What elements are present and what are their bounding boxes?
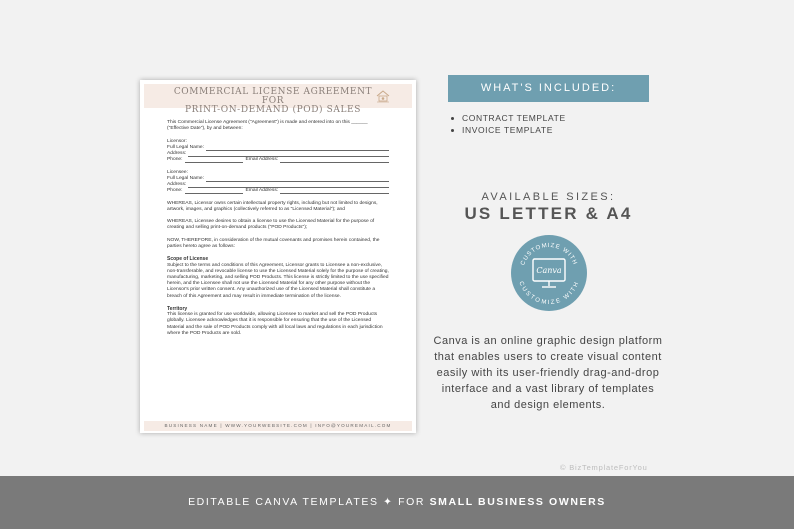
badge-text-bottom: CUSTOMIZE WITH <box>517 280 581 307</box>
whereas-paragraph-2: WHEREAS, Licensee desires to obtain a license to use the Licensed Material for the purpose of creating and selling print-on-demand products ("POD Products"); <box>167 219 375 231</box>
available-sizes-value: US LETTER & A4 <box>464 204 633 223</box>
document-footer: BUSINESS NAME | WWW.YOURWEBSITE.COM | INFO@YOUREMAIL.COM <box>144 421 412 431</box>
document-title-line-2: PRINT-ON-DEMAND (POD) SALES <box>184 105 361 115</box>
document-body <box>167 120 389 343</box>
licensee-block <box>167 170 389 195</box>
licensee-address-field <box>188 183 389 188</box>
territory-heading: Territory <box>167 305 188 312</box>
bottom-banner-left: EDITABLE CANVA TEMPLATES <box>188 496 379 508</box>
licensee-name-label: Full Legal Name: <box>167 175 204 181</box>
licensor-address-field <box>188 152 389 157</box>
canva-logo-text: Canva <box>536 266 562 275</box>
licensor-phone-label: Phone: <box>167 157 183 163</box>
licensee-email-label: Email Address: <box>245 188 279 194</box>
intro-paragraph: This Commercial License Agreement ("Agreement") is made and entered into on this ______ ("Effective Date"), by and between: <box>167 120 368 132</box>
bottom-banner-bold: SMALL BUSINESS OWNERS <box>429 496 606 508</box>
bullet-icon <box>451 117 454 120</box>
licensor-address-label: Address: <box>167 151 187 156</box>
licensee-address-label: Address: <box>167 182 187 187</box>
list-item <box>451 124 566 136</box>
badge-text-top: CUSTOMIZE WITH <box>520 242 578 267</box>
territory-paragraph: This license is granted for use worldwide, allowing Licensee to market and sell the POD Products globally. Licensee acknowledges that it is responsible for ensuring that the use of the Licensed Material and the sale of POD Products comply with all local laws and regulations in each jurisdiction where the POD Products are sold. <box>167 312 383 336</box>
licensee-name-field <box>206 177 389 182</box>
whats-included-banner: WHAT'S INCLUDED: <box>448 75 649 102</box>
bottom-banner-middle: FOR <box>398 496 426 508</box>
document-header <box>144 84 412 115</box>
licensor-email-field <box>280 158 389 163</box>
customize-with-canva-badge <box>511 235 587 311</box>
document-preview <box>140 80 416 433</box>
included-item-contract: CONTRACT TEMPLATE <box>462 113 566 123</box>
now-therefore-paragraph: NOW, THEREFORE, in consideration of the mutual covenants and promises herein contained, the parties hereto agree as follows: <box>167 237 380 249</box>
licensor-name-field <box>206 146 389 151</box>
scope-paragraph: Subject to the terms and conditions of this Agreement, Licensor grants to Licensee a non-exclusive, non-transferable, and revocable license to use the Licensed Material solely for the purpose of creating, manufacturing, marketing, and selling POD Products. This license is strictly limited to the use specified herein, and the Licensee shall not use the Licensed Material for any other purpose without the Licensor's prior written consent. Any unauthorized use of the Licensed Material shall constitute a breach of this Agreement and may result in immediate termination of the license. <box>167 262 389 299</box>
licensor-label: Licensor: <box>167 138 187 144</box>
canva-description: Canva is an online graphic design platform that enables users to create visual content easily with its user-friendly drag-and-drop interface and a vast library of templates and design elements. <box>433 335 663 411</box>
licensee-phone-label: Phone: <box>167 188 183 194</box>
sparkle-icon: ✦ <box>383 496 394 508</box>
bullet-icon <box>451 129 454 132</box>
logo-icon <box>375 89 391 103</box>
licensee-label: Licensee: <box>167 169 188 175</box>
available-sizes-caption: AVAILABLE SIZES: <box>481 191 616 203</box>
bottom-banner <box>0 476 794 529</box>
list-item <box>451 112 566 124</box>
copyright-text: © BizTemplateForYou <box>560 463 648 472</box>
document-title <box>168 88 378 115</box>
licensor-email-label: Email Address: <box>245 157 279 163</box>
licensee-email-field <box>280 189 389 194</box>
licensor-phone-field <box>185 158 243 163</box>
document-title-line-1: COMMERCIAL LICENSE AGREEMENT FOR <box>173 87 373 106</box>
licensor-block <box>167 139 389 164</box>
whereas-paragraph-1: WHEREAS, Licensor owns certain intellectual property rights, including but not limited to designs, artwork, images, and graphics (collectively referred to as "Licensed Material"); and <box>167 200 378 212</box>
licensee-phone-field <box>185 189 243 194</box>
scope-heading: Scope of License <box>167 256 209 263</box>
licensor-name-label: Full Legal Name: <box>167 144 204 150</box>
included-list <box>451 112 566 136</box>
included-item-invoice: INVOICE TEMPLATE <box>462 125 553 135</box>
